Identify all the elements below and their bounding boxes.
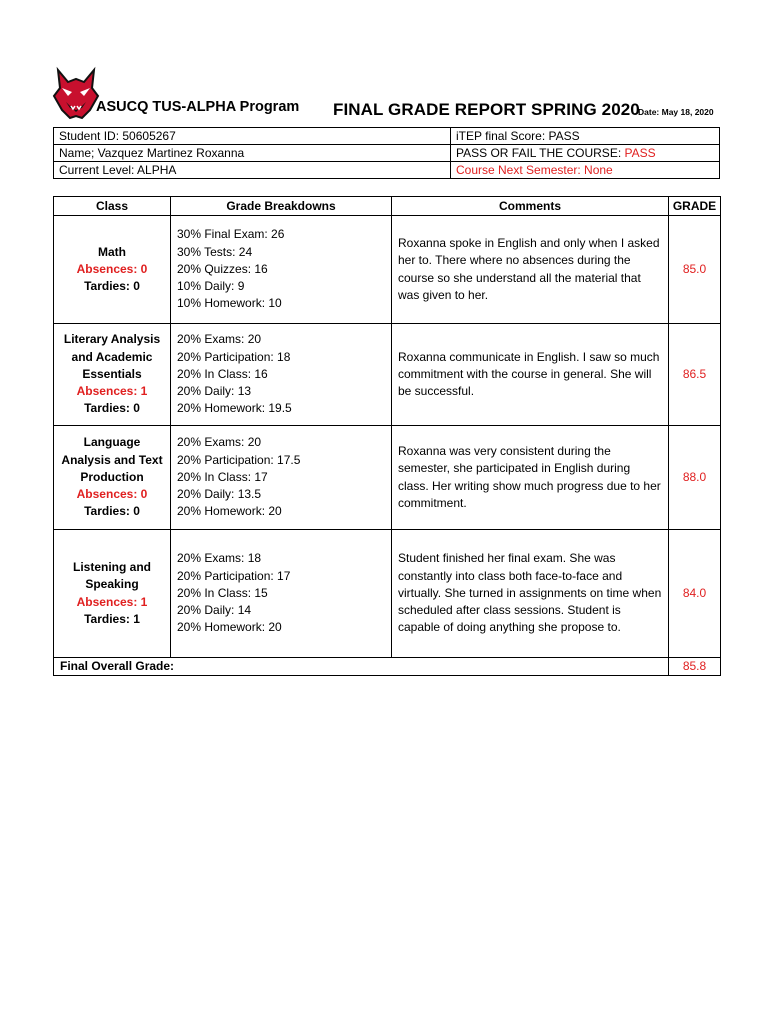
student-info-table: [53, 127, 720, 179]
final-grade: 85.8: [669, 658, 721, 676]
pass-fail: [451, 145, 720, 162]
breakdown-item: 20% Homework: 20: [177, 620, 282, 635]
final-label: Final Overall Grade:: [54, 658, 669, 676]
pass-fail-label: PASS OR FAIL THE COURSE:: [456, 145, 625, 160]
absences: Absences: 0: [76, 487, 148, 502]
class-name: Literary Analysis: [63, 332, 161, 347]
breakdown-item: 20% Participation: 17.5: [177, 452, 301, 467]
class-name: Essentials: [82, 366, 142, 381]
breakdown-item: 20% In Class: 15: [177, 585, 268, 600]
class-cell: [54, 216, 171, 324]
comment-cell: Roxanna was very consistent during the semester, she participated in English during class. Her writing show much progress due to her commitment.: [392, 426, 669, 530]
class-name: Language: [83, 435, 141, 450]
info-row: [54, 128, 720, 145]
breakdown-item: 20% Participation: 17: [177, 568, 291, 583]
class-name: Production: [80, 469, 144, 484]
class-cell: [54, 324, 171, 426]
breakdown-item: 30% Tests: 24: [177, 244, 253, 259]
class-name: Analysis and Text: [61, 452, 163, 467]
report-date: Date: May 18, 2020: [638, 107, 714, 117]
breakdown-item: 20% Exams: 20: [177, 332, 262, 347]
tardies: Tardies: 0: [84, 401, 140, 416]
grade-cell: 84.0: [669, 530, 721, 658]
breakdown-item: 20% Daily: 13: [177, 384, 252, 399]
breakdown-item: 10% Daily: 9: [177, 279, 245, 294]
breakdown-item: 20% Homework: 19.5: [177, 401, 292, 416]
class-cell: [54, 530, 171, 658]
tardies: Tardies: 0: [84, 504, 140, 519]
breakdown-cell: [171, 324, 392, 426]
info-row: [54, 162, 720, 179]
col-class: Class: [54, 197, 171, 216]
col-comments: Comments: [392, 197, 669, 216]
red-wolf-icon: [52, 66, 100, 120]
breakdown-item: 10% Homework: 10: [177, 296, 282, 311]
info-row: [54, 145, 720, 162]
breakdown-item: 30% Final Exam: 26: [177, 227, 285, 242]
breakdown-item: 20% Daily: 14: [177, 603, 252, 618]
student-id: Student ID: 50605267: [54, 128, 451, 145]
breakdown-item: 20% In Class: 16: [177, 366, 268, 381]
class-name: Listening and: [73, 559, 151, 574]
program-name: ASUCQ TUS-ALPHA Program: [96, 99, 300, 115]
table-row: [54, 426, 721, 530]
breakdown-cell: [171, 426, 392, 530]
breakdown-item: 20% Exams: 20: [177, 435, 262, 450]
breakdown-item: 20% Exams: 18: [177, 551, 262, 566]
breakdown-item: 20% Daily: 13.5: [177, 487, 262, 502]
breakdown-item: 20% In Class: 17: [177, 469, 268, 484]
class-name: Speaking: [85, 577, 139, 592]
col-breakdowns: Grade Breakdowns: [171, 197, 392, 216]
tardies: Tardies: 0: [84, 279, 140, 294]
breakdown-item: 20% Participation: 18: [177, 349, 291, 364]
comment-cell: Student finished her final exam. She was constantly into class both face-to-face and virtually. She turned in assignments on time when scheduled after class sessions. Student is capable of doing anything she propose to.: [392, 530, 669, 658]
table-row: [54, 530, 721, 658]
breakdown-cell: [171, 216, 392, 324]
grades-table: [53, 196, 721, 676]
header-row: [54, 197, 721, 216]
col-grade: GRADE: [669, 197, 721, 216]
absences: Absences: 1: [76, 384, 148, 399]
current-level: Current Level: ALPHA: [54, 162, 451, 179]
class-name: and Academic: [71, 349, 153, 364]
tardies: Tardies: 1: [84, 611, 140, 626]
comment-cell: Roxanna spoke in English and only when I asked her to. There where no absences during the course so she understand all the material that was given to her.: [392, 216, 669, 324]
grade-cell: 88.0: [669, 426, 721, 530]
grade-cell: 85.0: [669, 216, 721, 324]
student-name: Name; Vazquez Martinez Roxanna: [54, 145, 451, 162]
class-name: Math: [98, 244, 126, 259]
table-row: [54, 216, 721, 324]
absences: Absences: 0: [76, 261, 148, 276]
final-row: [54, 658, 721, 676]
next-semester: Course Next Semester: None: [451, 162, 720, 179]
report-title: FINAL GRADE REPORT SPRING 2020: [333, 100, 640, 119]
table-row: [54, 324, 721, 426]
class-cell: [54, 426, 171, 530]
itep-score: iTEP final Score: PASS: [451, 128, 720, 145]
breakdown-item: 20% Homework: 20: [177, 504, 282, 519]
grade-cell: 86.5: [669, 324, 721, 426]
pass-fail-value: PASS: [624, 145, 656, 160]
absences: Absences: 1: [76, 594, 148, 609]
breakdown-cell: [171, 530, 392, 658]
breakdown-item: 20% Quizzes: 16: [177, 261, 268, 276]
comment-cell: Roxanna communicate in English. I saw so much commitment with the course in general. She will be successful.: [392, 324, 669, 426]
